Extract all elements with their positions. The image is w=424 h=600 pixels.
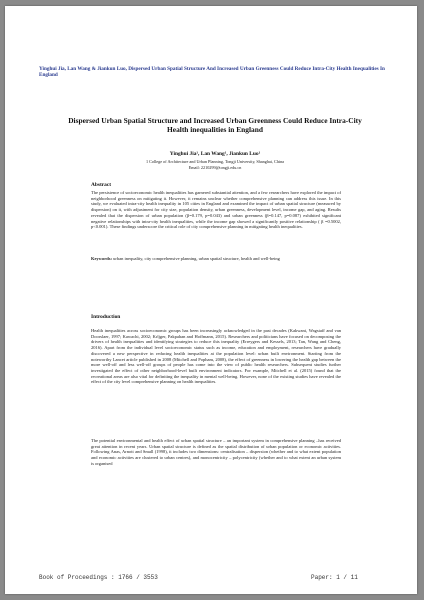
- abstract-heading: Abstract: [91, 182, 112, 188]
- footer-page-number: Paper: 1 / 11: [311, 574, 358, 581]
- footer-proceedings: Book of Proceedings : 1766 / 3553: [39, 574, 158, 581]
- abstract-text: The persistence of socioeconomic health inequalities has garnered substantial attention, and a few researchers have explored the impact of neighborhood greenness on mitigating it. However, it remains unclear whether comprehensive planning can address this issue. In this study, we evaluated intra-city health inequality in 105 cities in England and examined the impact of urban spatial structure (measured by dispersion) on it, with adjustment for city size, population density, urban greenness, development level, income gap, and aging. Results revealed that the dispersion of urban population (β=0.179, p=0.043) and urban greenness (β=0.147, p=0.087) exhibited significant negative relationships with intra-city health inequalities, while the income gap showed a significantly positive relationship ( β =0.5002, p<0.001). These findings underscore the critical role of city comprehensive planning in mitigating health inequalities.: [91, 190, 341, 230]
- introduction-paragraph-2: The potential environmental and health effect of urban spatial structure – an important system in comprehensive planning –has received great attention in recent years. Urban spatial structure is defined as the spatial distribution of urban population or economic activities. Following Anas, Arnott and Small (1998), it includes two dimensions: centralisation – dispersion (whether and to what extent population and economic activities are clustered to urban centres), and monocentricity – polycentricity (whether and to what extent an urban system is organised: [91, 438, 341, 466]
- author-email: Email: 2210299@tongji.edu.cn: [188, 165, 242, 170]
- introduction-paragraph-1: Health inequalities across socioeconomic groups has been increasingly acknowledged in the past decades (Kakwani, Wagstaff and van Doorslaer, 1997; Kawachi, 2002; Krljger, Pakpahan and Hoffmann, 2015). Researchers and politicians have focused on decomposing the drivers of health inequalities and identifying strategies to reduce this inequality (Erreygers and Kessels, 2013; Tan, Wang and Cheng, 2016). Apart from the individual level socioeconomic status such as income, education and employment, researchers have gradually discovered a new perspective in reducing health inequalities at the population level: urban built environment. Starting from the noteworthy Lancet article published in 2008 (Mitchell and Popham, 2008), the effect of greenness in lowering the health gap between the more well-off and less well-off groups of people has come into the view of public health researchers. Subsequent studies further investigated the effect of other neighborhood-level built environment indicators. For example, Mitchell et al. (2015) found that the recreational areas are also vital for definiting the inequality in mental well-being. However, none of the existing studies have revealed the effect of the city level comprehensive planning on health inequalities.: [91, 328, 341, 385]
- affiliation: 1 College of Architecture and Urban Planning, Tongji University, Shanghai, China: [145, 159, 285, 164]
- running-header: Yinghui Jia, Lan Wang & Jiankun Luo, Dispersed Urban Spatial Structure And Increased Urban Greenness Could Reduce Intra-City Health Inequalities In England: [39, 66, 385, 78]
- keywords-text: urban inequality, city comprehensive planning, urban spatial structure, health and well-being: [112, 256, 280, 261]
- author-list: Yinghui Jia¹, Lan Wang¹, Jiankun Luo¹: [169, 151, 261, 157]
- keywords: [91, 256, 341, 262]
- introduction-heading: Introduction: [91, 314, 121, 320]
- keywords-label: Keywords:: [91, 256, 112, 261]
- pdf-page: [5, 6, 417, 594]
- paper-title: Dispersed Urban Spatial Structure and Increased Urban Greenness Could Reduce Intra-City Health inequalities in England: [68, 116, 362, 134]
